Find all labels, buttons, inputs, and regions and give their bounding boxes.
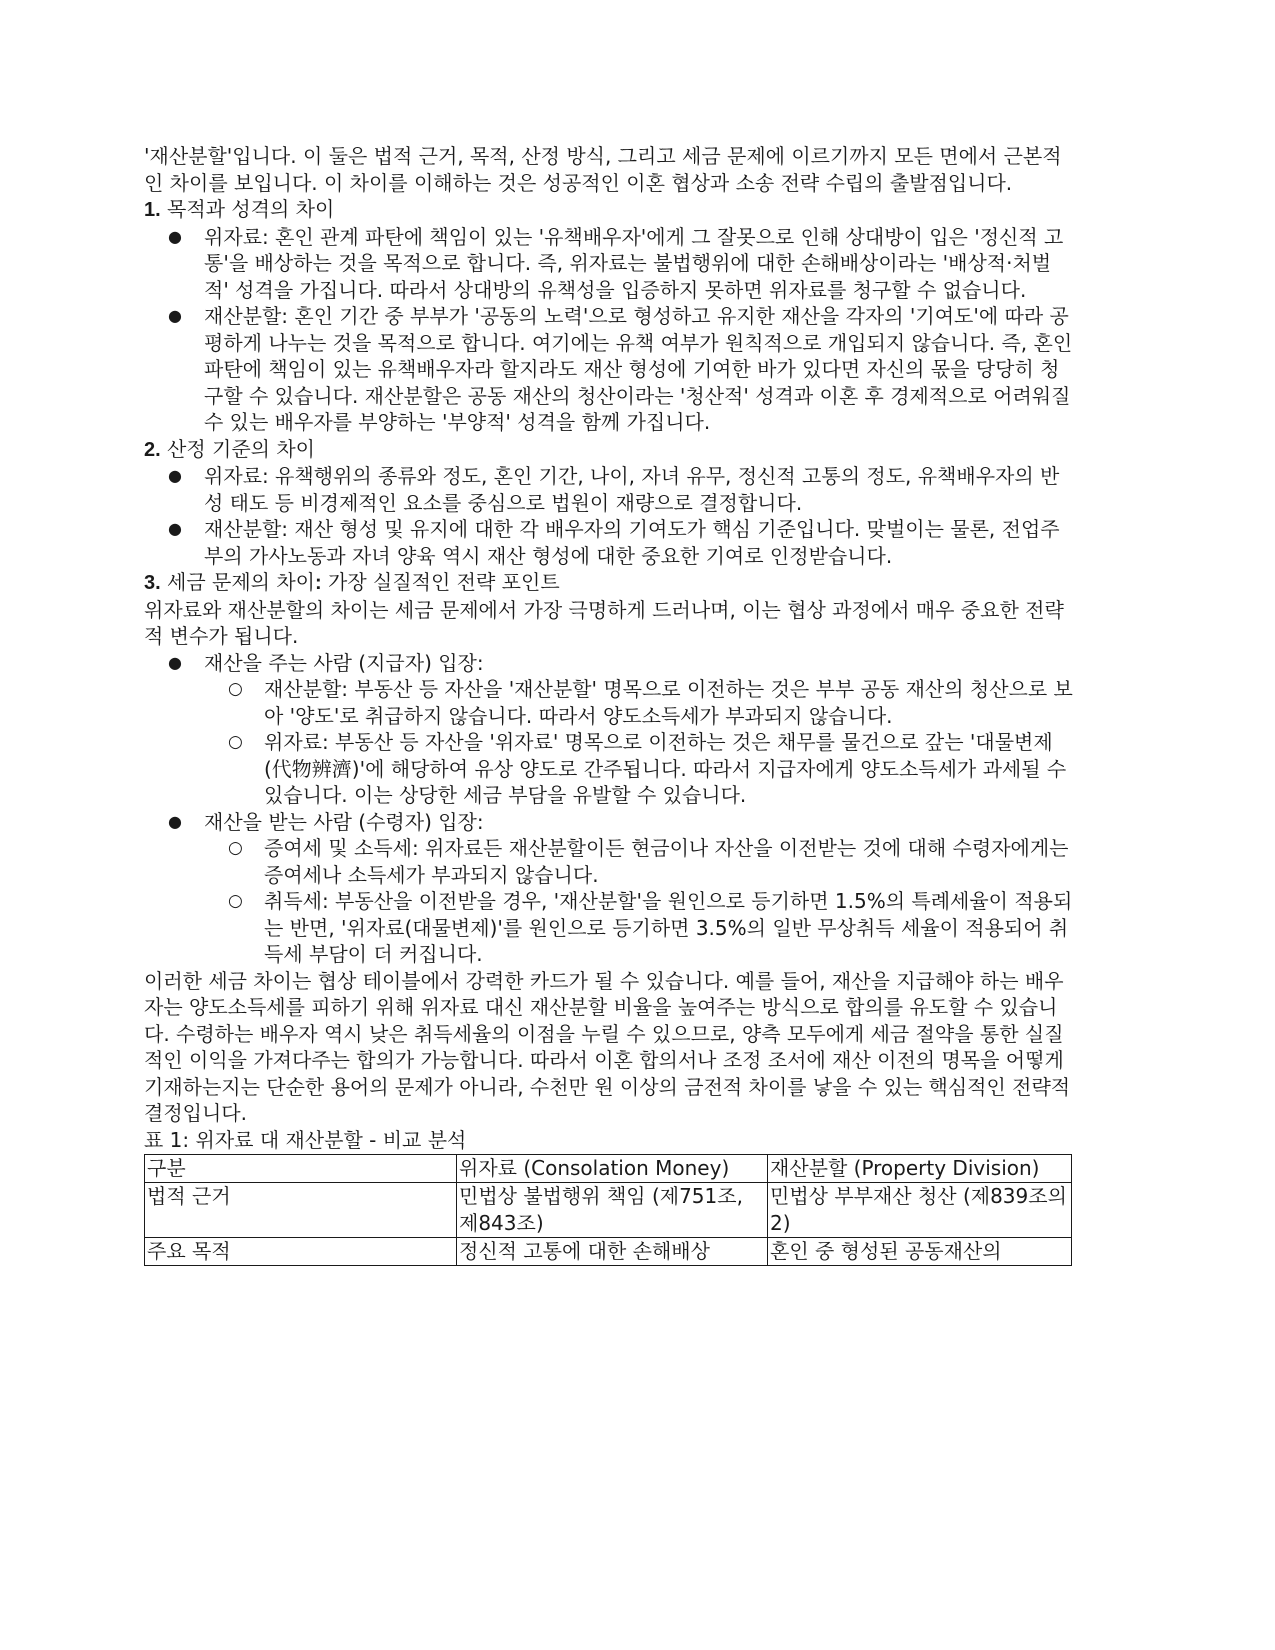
payer-sublist <box>204 676 1074 809</box>
table-cell: 주요 목적 <box>145 1238 457 1266</box>
table-header-cell: 위자료 (Consolation Money) <box>457 1155 768 1183</box>
list-item: ○ 위자료: 부동산 등 자산을 '위자료' 명목으로 이전하는 것은 채무를 물건으로 갚는 '대물변제(代物辨濟)'에 해당하여 유상 양도로 간주됩니다. 따라서 지급자에게 양도소득세가 과세될 수 있습니다. 이는 상당한 세금 부담을 유발할 수 있습니다. <box>144 729 1074 809</box>
list-item: ● 위자료: 유책행위의 종류와 정도, 혼인 기간, 나이, 자녀 유무, 정신적 고통의 정도, 유책배우자의 반성 태도 등 비경제적인 요소를 중심으로 법원이 재량으로 결정합니다. <box>144 463 1074 516</box>
list-item: ● 재산분할: 혼인 기간 중 부부가 '공동의 노력'으로 형성하고 유지한 재산을 각자의 '기여도'에 따라 공평하게 나누는 것을 목적으로 합니다. 여기에는 유책 여부가 원칙적으로 개입되지 않습니다. 즉, 혼인 파탄에 책임이 있는 유책배우자라 할지라도 재산 형성에 기여한 바가 있다면 자신의 몫을 당당히 청구할 수 있습니다. 재산분할은 공동 재산의 청산이라는 '청산적' 성격과 이혼 후 경제적으로 어려워질 수 있는 배우자를 부양하는 '부양적' 성격을 함께 가집니다. <box>144 303 1074 436</box>
list-item: ● 위자료: 혼인 관계 파탄에 책임이 있는 '유책배우자'에게 그 잘못으로 인해 상대방이 입은 '정신적 고통'을 배상하는 것을 목적으로 합니다. 즉, 위자료는 불법행위에 대한 손해배상이라는 '배상적·처벌적' 성격을 가집니다. 따라서 상대방의 유책성을 입증하지 못하면 위자료를 청구할 수 없습니다. <box>144 224 1074 304</box>
list-item: ○ 증여세 및 소득세: 위자료든 재산분할이든 현금이나 자산을 이전받는 것에 대해 수령자에게는 증여세나 소득세가 부과되지 않습니다. <box>144 835 1074 888</box>
list-item: ○ 취득세: 부동산을 이전받을 경우, '재산분할'을 원인으로 등기하면 1.5%의 특례세율이 적용되는 반면, '위자료(대물변제)'를 원인으로 등기하면 3.5%의 일반 무상취득 세율이 적용되어 취득세 부담이 더 커집니다. <box>144 888 1074 968</box>
payer-label: 재산을 주는 사람 (지급자) 입장: <box>204 650 484 675</box>
receiver-sublist <box>204 835 1074 968</box>
section-3-heading <box>144 569 1074 597</box>
table-cell: 민법상 불법행위 책임 (제751조, 제843조) <box>457 1183 768 1238</box>
intro-paragraph: '재산분할'입니다. 이 둘은 법적 근거, 목적, 산정 방식, 그리고 세금 문제에 이르기까지 모든 면에서 근본적인 차이를 보입니다. 이 차이를 이해하는 것은 성공적인 이혼 협상과 소송 전략 수립의 출발점입니다. <box>144 144 1062 195</box>
section-3-subtitle: 가장 실질적인 전략 포인트 <box>321 570 560 594</box>
section-2-title: 산정 기준의 차이 <box>167 436 316 461</box>
table-header-row <box>145 1155 1072 1183</box>
table-row <box>145 1183 1072 1238</box>
section-2-number: 2. <box>144 438 161 461</box>
section-3-number: 3. <box>144 572 161 594</box>
section-1-list <box>144 224 1074 436</box>
document-page <box>144 143 1074 1266</box>
receiver-label: 재산을 받는 사람 (수령자) 입장: <box>204 809 484 834</box>
table-header-cell: 구분 <box>145 1155 457 1183</box>
conclusion-paragraph: 이러한 세금 차이는 협상 테이블에서 강력한 카드가 될 수 있습니다. 예를 들어, 재산을 지급해야 하는 배우자는 양도소득세를 피하기 위해 위자료 대신 재산분할 비율을 높여주는 방식으로 합의를 유도할 수 있습니다. 수령하는 배우자 역시 낮은 취득세율의 이점을 누릴 수 있으므로, 양측 모두에게 세금 절약을 통한 실질적인 이익을 가져다주는 합의가 가능합니다. 따라서 이혼 합의서나 조정 조서에 재산 이전의 명목을 어떻게 기재하는지는 단순한 용어의 문제가 아니라, 수천만 원 이상의 금전적 차이를 낳을 수 있는 핵심적인 전략적 결정입니다. <box>144 968 1071 1125</box>
comparison-table <box>144 1154 1072 1266</box>
table-cell: 혼인 중 형성된 공동재산의 <box>768 1238 1072 1266</box>
section-1-number: 1. <box>144 199 161 221</box>
table-caption: 표 1: 위자료 대 재산분할 - 비교 분석 <box>144 1127 467 1152</box>
section-1-title: 목적과 성격의 차이 <box>167 197 335 221</box>
section-3-list <box>144 650 1074 968</box>
list-item: ○ 재산분할: 부동산 등 자산을 '재산분할' 명목으로 이전하는 것은 부부 공동 재산의 청산으로 보아 '양도'로 취급하지 않습니다. 따라서 양도소득세가 부과되지 않습니다. <box>144 676 1074 729</box>
table-cell: 민법상 부부재산 청산 (제839조의2) <box>768 1183 1072 1238</box>
table-cell: 정신적 고통에 대한 손해배상 <box>457 1238 768 1266</box>
table-header-cell: 재산분할 (Property Division) <box>768 1155 1072 1183</box>
payer-item <box>144 650 1074 809</box>
section-2-heading <box>144 436 1074 464</box>
list-item: ● 재산분할: 재산 형성 및 유지에 대한 각 배우자의 기여도가 핵심 기준입니다. 맞벌이는 물론, 전업주부의 가사노동과 자녀 양육 역시 재산 형성에 대한 중요한 기여로 인정받습니다. <box>144 516 1074 569</box>
section-3-title: 세금 문제의 차이 <box>167 570 316 594</box>
receiver-item <box>144 809 1074 968</box>
section-3-lead: 위자료와 재산분할의 차이는 세금 문제에서 가장 극명하게 드러나며, 이는 협상 과정에서 매우 중요한 전략적 변수가 됩니다. <box>144 597 1064 648</box>
section-2-list <box>144 463 1074 569</box>
table-row <box>145 1238 1072 1266</box>
section-1-heading <box>144 196 1074 224</box>
section-3-colon: : <box>315 572 322 594</box>
table-cell: 법적 근거 <box>145 1183 457 1238</box>
